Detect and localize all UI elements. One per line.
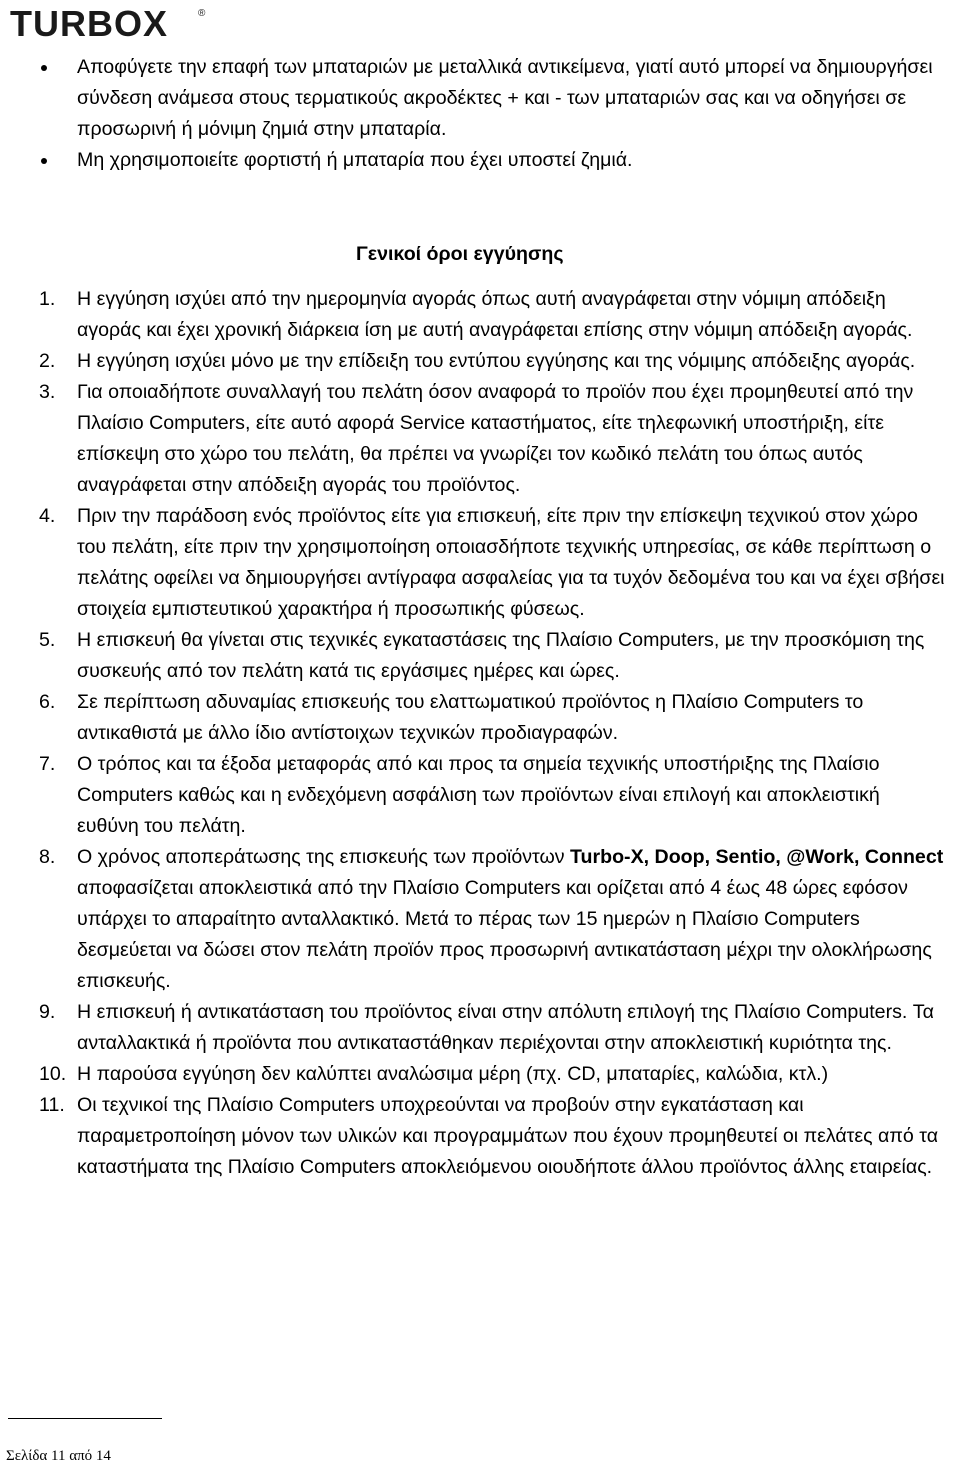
term-text-before: Ο χρόνος αποπεράτωσης της επισκευής των προϊόντων — [77, 846, 571, 868]
safety-bullet-list — [0, 52, 960, 176]
term-text: Οι τεχνικοί της Πλαίσιο Computers υποχρεούνται να προβούν στην εγκατάσταση και παραμετροποίηση μόνον των υλικών και προγραμμάτων που έχουν προμηθευτεί οι πελάτες από τα καταστήματα της Πλαίσιο Computers αποκλειόμενου οιουδήποτε άλλου προϊόντος άλλης εταιρείας. — [77, 1094, 939, 1178]
term-number: 2. — [39, 350, 56, 372]
warranty-terms-list — [0, 284, 960, 1183]
term-item — [0, 625, 960, 687]
page-number: Σελίδα 11 από 14 — [6, 1448, 111, 1464]
term-item — [0, 1059, 960, 1090]
logo-wordmark: TURBOX — [10, 4, 168, 42]
bullet-item — [0, 145, 960, 176]
term-text-after: αποφασίζεται αποκλειστικά από την Πλαίσιο Computers και ορίζεται από 4 έως 48 ώρες εφόσον υπάρχει το απαραίτητο ανταλλακτικό. Μετά το πέρας των 15 ημερών η Πλαίσιο Computers δεσμεύεται να δώσει στον πελάτη προϊόν προς προσωρινή αντικατάσταση μέχρι την ολοκλήρωσης επισκευής. — [77, 877, 932, 992]
term-number: 4. — [39, 505, 56, 527]
turbox-logo — [8, 4, 208, 42]
term-number: 1. — [39, 288, 56, 310]
term-number: 7. — [39, 753, 56, 775]
footer-divider — [8, 1418, 162, 1419]
term-number: 10. — [39, 1063, 67, 1085]
term-item — [0, 749, 960, 842]
term-item — [0, 377, 960, 501]
bullet-item — [0, 52, 960, 145]
term-number: 11. — [39, 1094, 65, 1116]
term-item — [0, 346, 960, 377]
term-text: Η επισκευή ή αντικατάσταση του προϊόντος είναι στην απόλυτη επιλογή της Πλαίσιο Computers. Τα ανταλλακτικά ή προϊόντα που αντικαταστάθηκαν περιέχονται στην αποκλειστική κυριότητα της. — [77, 1001, 934, 1054]
registered-mark: ® — [198, 8, 206, 19]
term-text: Η επισκευή θα γίνεται στις τεχνικές εγκαταστάσεις της Πλαίσιο Computers, με την προσκόμιση της συσκευής από τον πελάτη κατά τις εργάσιμες ημέρες και ώρες. — [77, 629, 925, 682]
term-number: 6. — [39, 691, 56, 713]
term-item — [0, 687, 960, 749]
term-text: Για οποιαδήποτε συναλλαγή του πελάτη όσον αναφορά το προϊόν που έχει προμηθευτεί από την Πλαίσιο Computers, είτε αυτό αφορά Service καταστήματος, είτε τηλεφωνική υποστήριξη, είτε επίσκεψη στο χώρο του πελάτη, θα πρέπει να γνωρίζει τον κωδικό πελάτη του όπως αυτός αναγράφεται στην απόδειξη αγοράς του προϊόντος. — [77, 381, 914, 496]
term-number: 9. — [39, 1001, 56, 1023]
term-item — [0, 1090, 960, 1183]
bullet-text: Μη χρησιμοποιείτε φορτιστή ή μπαταρία που έχει υποστεί ζημιά. — [77, 149, 633, 171]
term-number: 3. — [39, 381, 56, 403]
term-text: Σε περίπτωση αδυναμίας επισκευής του ελαττωματικού προϊόντος η Πλαίσιο Computers το αντικαθιστά με άλλο ίδιο αντίστοιχων τεχνικών προδιαγραφών. — [77, 691, 864, 744]
term-text: Η εγγύηση ισχύει μόνο με την επίδειξη του εντύπου εγγύησης και της νόμιμης απόδειξης αγοράς. — [77, 350, 916, 372]
bullet-dot-icon — [41, 65, 47, 71]
document-body — [0, 52, 960, 1178]
term-item — [0, 501, 960, 625]
term-item — [0, 842, 960, 997]
bullet-dot-icon — [41, 158, 47, 164]
term-text: Η εγγύηση ισχύει από την ημερομηνία αγοράς όπως αυτή αναγράφεται στην νόμιμη απόδειξη αγοράς και έχει χρονική διάρκεια ίση με αυτή αναγράφεται επίσης στην νόμιμη απόδειξη αγοράς. — [77, 288, 913, 341]
bullet-text: Αποφύγετε την επαφή των μπαταριών με μεταλλικά αντικείμενα, γιατί αυτό μπορεί να δημιουργήσει σύνδεση ανάμεσα στους τερματικούς ακροδέκτες + και - των μπαταριών σας και να οδηγήσει σε προσωρινή ή μόνιμη ζημιά στην μπαταρία. — [77, 56, 933, 140]
turbox-logo-graphic — [8, 4, 208, 42]
term-number: 5. — [39, 629, 56, 651]
term-text: Η παρούσα εγγύηση δεν καλύπτει αναλώσιμα μέρη (πχ. CD, μπαταρίες, καλώδια, κτλ.) — [77, 1063, 829, 1085]
term-number: 8. — [39, 846, 56, 868]
term-text: Πριν την παράδοση ενός προϊόντος είτε για επισκευή, είτε πριν την επίσκεψη τεχνικού στον χώρο του πελάτη, είτε πριν την χρησιμοποίηση οποιασδήποτε τεχνικής υπηρεσίας, σε κάθε περίπτωση ο πελάτης οφείλει να δημιουργήσει αντίγραφα ασφαλείας για τα τυχόν δεδομένα του και να έχει σβήσει στοιχεία εμπιστευτικού χαρακτήρα ή προσωπικής φύσεως. — [77, 505, 945, 620]
term-item — [0, 284, 960, 346]
term-bold-products: Turbo-X, Doop, Sentio, @Work, Connect — [570, 846, 944, 868]
section-title: Γενικοί όροι εγγύησης — [356, 243, 564, 265]
term-item — [0, 997, 960, 1059]
term-text: Ο τρόπος και τα έξοδα μεταφοράς από και προς τα σημεία τεχνικής υποστήριξης της Πλαίσιο Computers καθώς και η ενδεχόμενη ασφάλιση των προϊόντων είναι επιλογή και αποκλειστική ευθύνη του πελάτη. — [77, 753, 880, 837]
